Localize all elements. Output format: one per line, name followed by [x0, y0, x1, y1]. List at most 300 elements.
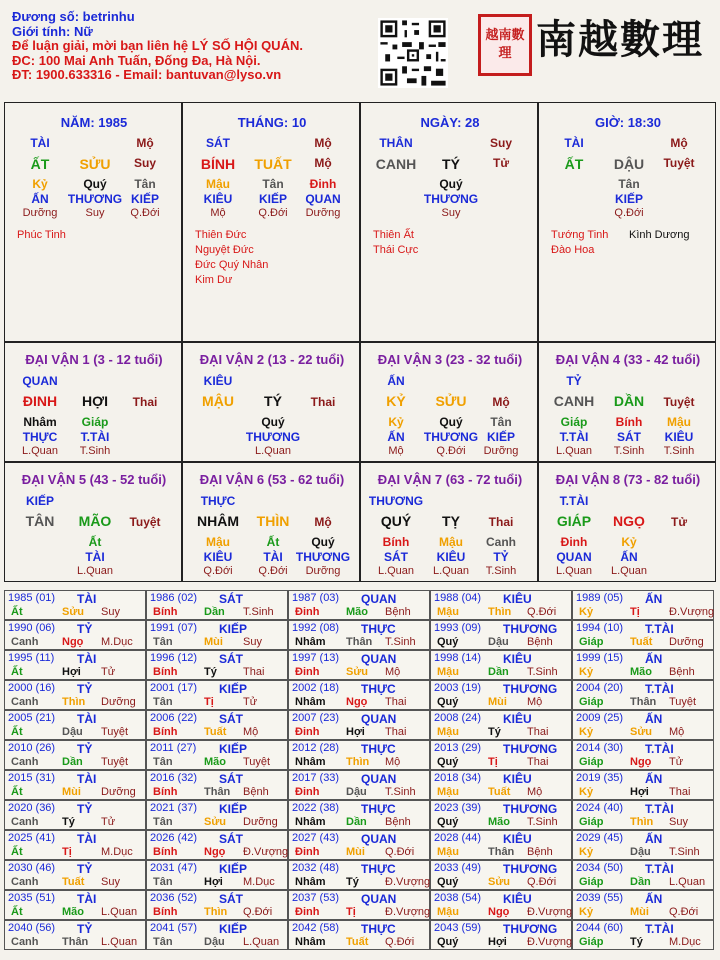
dai-van-branch: TỴ — [442, 513, 460, 529]
year-label: 2041 (57) — [150, 922, 198, 934]
year-label: 1987 (03) — [292, 592, 340, 604]
earthly-branch: TÝ — [442, 156, 460, 172]
dai-van-hidden-stem: Bính — [382, 535, 410, 549]
pillar-stem-phase: Mộ — [670, 136, 688, 150]
pillar-stem-god: THÂN — [379, 136, 413, 150]
year-stem: Đinh — [295, 846, 320, 858]
year-branch: Thìn — [488, 606, 512, 618]
dai-van-hidden-phase: L.Quan — [377, 565, 415, 577]
year-branch: Tị — [62, 846, 72, 858]
year-god: KIẾP — [219, 862, 248, 876]
year-phase: Đ.Vượng — [527, 936, 573, 948]
year-cell — [146, 920, 288, 950]
year-stem: Giáp — [579, 696, 604, 708]
year-branch: Tị — [488, 756, 498, 768]
year-stem: Đinh — [295, 906, 320, 918]
year-phase: T.Sinh — [669, 846, 700, 858]
star-name: Kim Dư — [195, 274, 233, 286]
pillar-stem-god: TÀI — [30, 136, 50, 150]
year-stem: Ất — [11, 846, 23, 858]
dai-van-hidden-phase: L.Quan — [555, 445, 593, 457]
year-phase: Suy — [669, 816, 688, 828]
year-stem: Bính — [153, 846, 178, 858]
dai-van-god: TỶ — [566, 374, 582, 388]
year-stem: Kỷ — [579, 606, 594, 618]
year-phase: L.Quan — [243, 936, 280, 948]
year-god: THƯƠNG — [503, 742, 558, 756]
year-god: ẤN — [645, 652, 663, 666]
year-label: 2027 (43) — [292, 832, 340, 844]
year-cell — [146, 770, 288, 800]
year-cell — [146, 860, 288, 890]
dai-van-hidden-god: KIÊU — [664, 430, 694, 444]
year-label: 1997 (13) — [292, 652, 340, 664]
contact-line: Để luận giải, mời bạn liên hệ LÝ SỐ HỘI QUÁN. — [12, 38, 303, 53]
year-cell — [146, 830, 288, 860]
year-label: 2005 (21) — [8, 712, 56, 724]
year-cell — [4, 800, 146, 830]
year-label: 2036 (52) — [150, 892, 198, 904]
year-cell — [430, 800, 572, 830]
year-stem: Kỷ — [579, 786, 594, 798]
hidden-god: QUAN — [305, 192, 341, 206]
dai-van-phase: Thai — [132, 395, 158, 409]
dai-van-god: ẤN — [387, 374, 405, 388]
year-branch: Hợi — [346, 726, 365, 738]
dai-van-god: THƯƠNG — [368, 494, 424, 508]
dai-van-hidden-stem: Kỷ — [621, 535, 637, 549]
year-god: THƯƠNG — [503, 862, 558, 876]
year-stem: Đinh — [295, 726, 320, 738]
year-cell — [146, 680, 288, 710]
year-god: TÀI — [77, 652, 97, 666]
year-branch: Dần — [630, 876, 651, 888]
dai-van-title: ĐẠI VẬN 1 (3 - 12 tuổi) — [25, 352, 163, 367]
year-god: TỶ — [77, 622, 93, 636]
year-god: SÁT — [219, 592, 243, 606]
year-god: ẤN — [645, 832, 663, 846]
earthly-branch: DẬU — [613, 156, 645, 172]
year-stem: Canh — [11, 876, 39, 888]
year-cell — [146, 650, 288, 680]
dai-van-hidden-phase: Q.Đới — [436, 445, 466, 457]
dai-van-3 — [360, 342, 538, 462]
year-god: TỶ — [77, 802, 93, 816]
year-label: 2008 (24) — [434, 712, 482, 724]
dai-van-hidden-stem: Quý — [311, 535, 335, 549]
year-label: 1996 (12) — [150, 652, 198, 664]
year-phase: M.Dục — [101, 846, 133, 858]
year-cell — [572, 830, 714, 860]
dai-van-hidden-phase: L.Quan — [254, 445, 292, 457]
year-stem: Quý — [437, 876, 459, 888]
year-stem: Quý — [437, 636, 459, 648]
dai-van-title: ĐẠI VẬN 6 (53 - 62 tuổi) — [199, 472, 345, 487]
year-god: TỶ — [77, 742, 93, 756]
year-god: SÁT — [219, 772, 243, 786]
dai-van-stem: KỶ — [386, 393, 406, 409]
year-label: 2009 (25) — [576, 712, 624, 724]
dai-van-2 — [182, 342, 360, 462]
year-god: QUAN — [361, 712, 397, 726]
year-phase: Bệnh — [243, 786, 269, 798]
year-stem: Canh — [11, 936, 39, 948]
year-god: THỰC — [361, 922, 396, 936]
year-phase: Thai — [527, 726, 549, 738]
year-phase: Thai — [527, 756, 549, 768]
year-label: 2012 (28) — [292, 742, 340, 754]
dai-van-hidden-phase: Q.Đới — [258, 565, 288, 577]
year-god: THỰC — [361, 682, 396, 696]
year-god: TỶ — [77, 862, 93, 876]
life-phase: Tuyệt — [663, 156, 695, 170]
dai-van-branch: TÝ — [264, 393, 282, 409]
year-stem: Bính — [153, 906, 178, 918]
year-phase: Tử — [101, 816, 116, 828]
dai-van-hidden-god: KIÊU — [436, 550, 466, 564]
hidden-stem: Tân — [134, 177, 156, 191]
year-god: TÀI — [77, 772, 97, 786]
year-stem: Tân — [153, 696, 173, 708]
year-god: KIẾP — [219, 802, 248, 816]
star-name: Đào Hoa — [551, 244, 595, 256]
year-god: TÀI — [77, 712, 97, 726]
year-god: KIÊU — [503, 652, 532, 666]
year-cell — [430, 770, 572, 800]
year-phase: Suy — [243, 636, 262, 648]
year-stem: Giáp — [579, 816, 604, 828]
dai-van-title: ĐẠI VẬN 8 (73 - 82 tuổi) — [555, 472, 701, 487]
dai-van-phase: Tuyệt — [129, 515, 161, 529]
phone-email-line: ĐT: 1900.633316 - Email: bantuvan@lyso.vn — [12, 67, 282, 82]
year-branch: Tuất — [488, 786, 511, 798]
year-phase: Tử — [669, 756, 684, 768]
year-stem: Quý — [437, 696, 459, 708]
year-label: 2010 (26) — [8, 742, 56, 754]
dai-van-stem: QUÝ — [380, 513, 412, 529]
year-branch: Ngọ — [346, 696, 368, 708]
year-label: 2020 (36) — [8, 802, 56, 814]
dai-van-1 — [4, 342, 182, 462]
year-label: 2016 (32) — [150, 772, 198, 784]
year-god: QUAN — [361, 652, 397, 666]
year-phase: Tuyệt — [101, 756, 129, 768]
dai-van-hidden-phase: T.Sinh — [485, 565, 517, 577]
dai-van-5 — [4, 462, 182, 582]
year-phase: Q.Đới — [527, 876, 557, 888]
year-stem: Tân — [153, 876, 173, 888]
year-god: KIẾP — [219, 622, 248, 636]
year-god: KIÊU — [503, 712, 532, 726]
year-label: 2033 (49) — [434, 862, 482, 874]
dai-van-hidden-phase: T.Sinh — [663, 445, 695, 457]
year-branch: Hợi — [62, 666, 81, 678]
year-god: THỰC — [361, 862, 396, 876]
year-phase: Suy — [101, 606, 120, 618]
year-stem: Ất — [11, 666, 23, 678]
year-god: THƯƠNG — [503, 802, 558, 816]
year-god: SÁT — [219, 652, 243, 666]
year-cell — [4, 710, 146, 740]
hidden-stem: Đinh — [309, 177, 337, 191]
year-branch: Dần — [204, 606, 225, 618]
year-phase: Mộ — [385, 756, 401, 768]
year-phase: L.Quan — [669, 876, 706, 888]
year-cell — [288, 740, 430, 770]
year-phase: Đ.Vượng — [243, 846, 289, 858]
dai-van-7 — [360, 462, 538, 582]
year-phase: Tử — [101, 666, 116, 678]
dai-van-branch: THÌN — [256, 513, 290, 529]
year-cell — [4, 920, 146, 950]
year-phase: Mộ — [385, 666, 401, 678]
dai-van-stem: MẬU — [202, 393, 234, 409]
dai-van-hidden-phase: Dưỡng — [483, 445, 519, 457]
year-branch: Tuất — [62, 876, 85, 888]
year-phase: Thai — [669, 786, 691, 798]
year-phase: Đ.Vượng — [385, 906, 431, 918]
year-phase: Thai — [385, 726, 407, 738]
year-cell — [4, 770, 146, 800]
dai-van-hidden-god: TÀI — [85, 550, 105, 564]
year-cell — [430, 860, 572, 890]
star-name: Thiên Đức — [195, 229, 247, 241]
year-god: THỰC — [361, 622, 396, 636]
year-label: 2044 (60) — [576, 922, 624, 934]
dai-van-phase: Thai — [488, 515, 514, 529]
life-phase: Tử — [492, 156, 510, 170]
dai-van-hidden-phase: L.Quan — [610, 565, 648, 577]
heavenly-stem: ẤT — [564, 156, 584, 172]
year-branch: Hợi — [488, 936, 507, 948]
year-branch: Thân — [630, 696, 657, 708]
year-stem: Đinh — [295, 786, 320, 798]
year-branch: Tuất — [346, 936, 369, 948]
year-stem: Kỷ — [579, 846, 594, 858]
dai-van-title: ĐẠI VẬN 4 (33 - 42 tuổi) — [555, 352, 701, 367]
year-stem: Bính — [153, 726, 178, 738]
year-cell — [430, 920, 572, 950]
year-branch: Dần — [62, 756, 83, 768]
year-stem: Nhâm — [295, 876, 326, 888]
year-god: TÀI — [77, 892, 97, 906]
earthly-branch: SỬU — [79, 156, 111, 172]
year-phase: Mộ — [527, 696, 543, 708]
dai-van-hidden-god: THỰC — [22, 430, 58, 444]
year-branch: Thân — [488, 846, 515, 858]
year-label: 2004 (20) — [576, 682, 624, 694]
dai-van-god: KIÊU — [203, 374, 233, 388]
year-phase: Q.Đới — [527, 606, 557, 618]
dai-van-hidden-god: THƯƠNG — [245, 430, 301, 444]
year-label: 2029 (45) — [576, 832, 624, 844]
dai-van-hidden-stem: Quý — [261, 415, 285, 429]
heavenly-stem: CANH — [375, 156, 417, 172]
year-branch: Ngọ — [630, 756, 652, 768]
year-label: 2021 (37) — [150, 802, 198, 814]
year-god: THƯƠNG — [503, 922, 558, 936]
dai-van-title: ĐẠI VẬN 3 (23 - 32 tuổi) — [377, 352, 523, 367]
hidden-god: KIẾP — [614, 192, 644, 206]
year-label: 2032 (48) — [292, 862, 340, 874]
year-cell — [146, 890, 288, 920]
dai-van-hidden-god: T.TÀI — [80, 430, 110, 444]
dai-van-hidden-stem: Mậu — [667, 415, 691, 429]
brand-logo: 南越數理 — [536, 16, 704, 63]
year-god: T.TÀI — [645, 922, 674, 936]
year-god: TỶ — [77, 922, 93, 936]
star-name: Thiên Ất — [373, 229, 414, 241]
year-label: 2011 (27) — [150, 742, 197, 754]
year-stem: Giáp — [579, 936, 604, 948]
dai-van-branch: NGỌ — [613, 513, 645, 529]
year-stem: Ất — [11, 906, 23, 918]
dai-van-hidden-stem: Quý — [439, 415, 463, 429]
year-god: ẤN — [645, 892, 663, 906]
hidden-stem: Tân — [262, 177, 284, 191]
year-stem: Nhâm — [295, 936, 326, 948]
year-label: 2023 (39) — [434, 802, 482, 814]
year-stem: Tân — [153, 756, 173, 768]
year-stem: Giáp — [579, 876, 604, 888]
year-cell — [288, 590, 430, 620]
year-cell — [572, 890, 714, 920]
year-stem: Nhâm — [295, 756, 326, 768]
year-cell — [572, 800, 714, 830]
year-god: SÁT — [219, 832, 243, 846]
year-cell — [572, 860, 714, 890]
year-stem: Mậu — [437, 666, 459, 678]
dai-van-hidden-stem: Giáp — [560, 415, 588, 429]
year-cell — [288, 860, 430, 890]
year-label: 2001 (17) — [150, 682, 198, 694]
year-god: THỰC — [361, 802, 396, 816]
hidden-phase: Dưỡng — [305, 207, 341, 219]
year-phase: T.Sinh — [385, 636, 416, 648]
year-branch: Dậu — [488, 636, 509, 648]
year-branch: Ngọ — [204, 846, 226, 858]
year-god: T.TÀI — [645, 862, 674, 876]
dai-van-hidden-stem: Kỷ — [388, 415, 404, 429]
year-phase: Bệnh — [669, 666, 695, 678]
year-phase: Thai — [385, 696, 407, 708]
year-branch: Dậu — [346, 786, 367, 798]
year-cell — [572, 710, 714, 740]
heavenly-stem: BÍNH — [200, 156, 236, 172]
year-label: 2013 (29) — [434, 742, 482, 754]
header-info — [12, 10, 303, 83]
year-god: ẤN — [645, 712, 663, 726]
dai-van-stem: ĐINH — [22, 393, 58, 409]
year-stem: Quý — [437, 756, 459, 768]
year-phase: L.Quan — [101, 906, 138, 918]
year-branch: Mùi — [62, 786, 81, 798]
year-stem: Ất — [11, 606, 23, 618]
year-branch: Thìn — [346, 756, 370, 768]
year-god: T.TÀI — [645, 622, 674, 636]
year-branch: Hợi — [630, 786, 649, 798]
year-branch: Tý — [204, 666, 217, 678]
dai-van-branch: SỬU — [435, 393, 467, 409]
dai-van-hidden-phase: T.Sinh — [613, 445, 645, 457]
year-stem: Bính — [153, 606, 178, 618]
star-name: Đức Quý Nhân — [195, 259, 269, 271]
year-phase: Suy — [101, 876, 120, 888]
dai-van-hidden-god: SÁT — [617, 430, 641, 444]
year-phase: Tuyệt — [243, 756, 271, 768]
year-label: 2028 (44) — [434, 832, 482, 844]
year-cell — [572, 590, 714, 620]
dai-van-4 — [538, 342, 716, 462]
year-cell — [430, 680, 572, 710]
dai-van-hidden-god: KIÊU — [203, 550, 233, 564]
year-phase: Q.Đới — [243, 906, 273, 918]
pillar-stem-god: SÁT — [206, 136, 230, 150]
year-cell — [430, 890, 572, 920]
hidden-stem: Quý — [439, 177, 463, 191]
year-phase: Mộ — [527, 786, 543, 798]
year-branch: Tuất — [204, 726, 227, 738]
year-label: 2025 (41) — [8, 832, 56, 844]
year-cell — [288, 830, 430, 860]
year-branch: Thìn — [62, 696, 86, 708]
star-name: Nguyệt Đức — [195, 244, 254, 256]
dai-van-hidden-god: KIẾP — [486, 430, 516, 444]
dai-van-god: THỰC — [200, 494, 236, 508]
year-cell — [288, 620, 430, 650]
year-god: KIẾP — [219, 682, 248, 696]
year-branch: Tị — [630, 606, 640, 618]
year-god: T.TÀI — [645, 682, 674, 696]
year-phase: Đ.Vượng — [385, 876, 431, 888]
year-god: KIÊU — [503, 592, 532, 606]
year-cell — [572, 650, 714, 680]
qr-code-icon — [378, 18, 448, 88]
hidden-phase: Q.Đới — [258, 207, 288, 219]
year-god: TỶ — [77, 682, 93, 696]
earthly-branch: TUẤT — [254, 156, 292, 172]
year-stem: Quý — [437, 936, 459, 948]
dai-van-hidden-stem: Canh — [486, 535, 516, 549]
year-branch: Dậu — [62, 726, 83, 738]
year-god: THƯƠNG — [503, 622, 558, 636]
year-label: 2026 (42) — [150, 832, 198, 844]
dai-van-hidden-stem: Giáp — [81, 415, 109, 429]
year-phase: Q.Đới — [385, 846, 415, 858]
year-label: 1990 (06) — [8, 622, 56, 634]
year-stem: Canh — [11, 696, 39, 708]
year-phase: M.Dục — [101, 636, 133, 648]
hidden-god: THƯƠNG — [423, 192, 479, 206]
year-phase: Q.Đới — [669, 906, 699, 918]
year-stem: Bính — [153, 666, 178, 678]
year-label: 1986 (02) — [150, 592, 198, 604]
year-god: THƯƠNG — [503, 682, 558, 696]
year-cell — [430, 740, 572, 770]
life-phase: Suy — [133, 156, 157, 170]
year-label: 2003 (19) — [434, 682, 482, 694]
year-phase: Q.Đới — [385, 936, 415, 948]
year-label: 2017 (33) — [292, 772, 340, 784]
year-branch: Mão — [488, 816, 510, 828]
year-cell — [572, 620, 714, 650]
year-stem: Mậu — [437, 846, 459, 858]
year-stem: Nhâm — [295, 636, 326, 648]
dai-van-8 — [538, 462, 716, 582]
year-stem: Đinh — [295, 666, 320, 678]
year-stem: Kỷ — [579, 726, 594, 738]
dai-van-hidden-phase: Mộ — [388, 445, 404, 457]
